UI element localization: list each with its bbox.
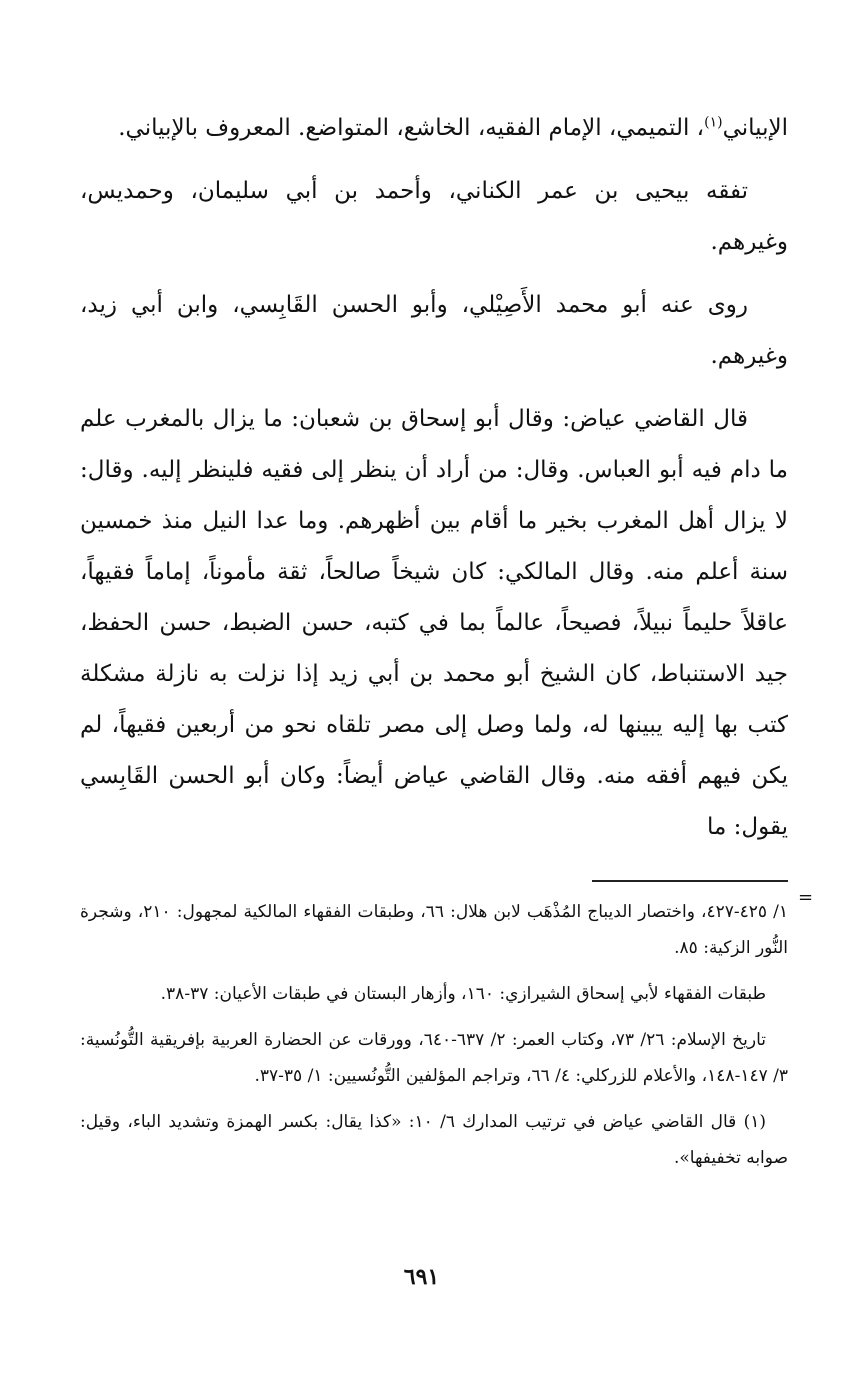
- footnote-item: (١) قال القاضي عياض في ترتيب المدارك ٦/ ١٠: «كذا يقال: بكسر الهمزة وتشديد الباء، وقيل: صوابه تخفيفها».: [80, 1112, 788, 1168]
- footnote-item: تاريخ الإسلام: ٢٦/ ٧٣، وكتاب العمر: ٢/ ٦٣٧-٦٤٠، وورقات عن الحضارة العربية بإفريقية التُّونُسية: ٣/ ١٤٧-١٤٨، والأعلام للزركلي: ٤/ ٦٦، وتراجم المؤلفين التُّونُسيين: ١/ ٣٥-٣٧.: [80, 1030, 788, 1086]
- paragraph-praise: قال القاضي عياض: وقال أبو إسحاق بن شعبان: ما يزال بالمغرب علم ما دام فيه أبو العباس. وقال: من أراد أن ينظر إلى فقيه فلينظر إليه. وقال: لا يزال أهل المغرب بخير ما أقام بين أظهرهم. وما عدا النيل منذ خمسين سنة أعلم منه. وقال المالكي: كان شيخاً صالحاً، ثقة مأموناً، إماماً فقيهاً، عاقلاً حليماً نبيلاً، فصيحاً، عالماً بما في كتبه، حسن الضبط، حسن الحفظ، جيد الاستنباط، كان الشيخ أبو محمد بن أبي زيد إذا نزلت به نازلة مشكلة كتب بها إليه يبينها له، ولما وصل إلى مصر تلقاه نحو من أربعين فقيهاً، لم يكن فيهم أفقه منه. وقال القاضي عياض أيضاً: وكان أبو الحسن القَابِسي يقول: ما: [80, 406, 788, 840]
- paragraph-intro: [80, 103, 788, 154]
- main-text: [80, 103, 788, 853]
- intro-text-after: ، التميمي، الإمام الفقيه، الخاشع، المتواضع. المعروف بالإبياني.: [118, 115, 705, 141]
- paragraph-teachers: تفقه بيحيى بن عمر الكناني، وأحمد بن أبي سليمان، وحمديس، وغيرهم.: [80, 178, 788, 255]
- footnotes: [80, 894, 788, 1186]
- footnote-item: طبقات الفقهاء لأبي إسحاق الشيرازي: ١٦٠، وأزهار البستان في طبقات الأعيان: ٣٧-٣٨.: [160, 984, 766, 1004]
- paragraph-students: روى عنه أبو محمد الأَصِيْلي، وأبو الحسن القَابِسي، وابن أبي زيد، وغيرهم.: [80, 292, 788, 369]
- footnote-item: ١/ ٤٢٥-٤٢٧، واختصار الديباج المُذْهَب لابن هلال: ٦٦، وطبقات الفقهاء المالكية لمجهول: ٢١٠، وشجرة النُّور الزكية: ٨٥.: [80, 902, 789, 958]
- intro-text-before: الإبياني: [722, 115, 788, 141]
- page-number: ٦٩١: [403, 1264, 440, 1290]
- footnote-reference[interactable]: (١): [704, 114, 723, 131]
- footnote-divider: [592, 880, 788, 882]
- continuation-mark: =: [798, 887, 814, 908]
